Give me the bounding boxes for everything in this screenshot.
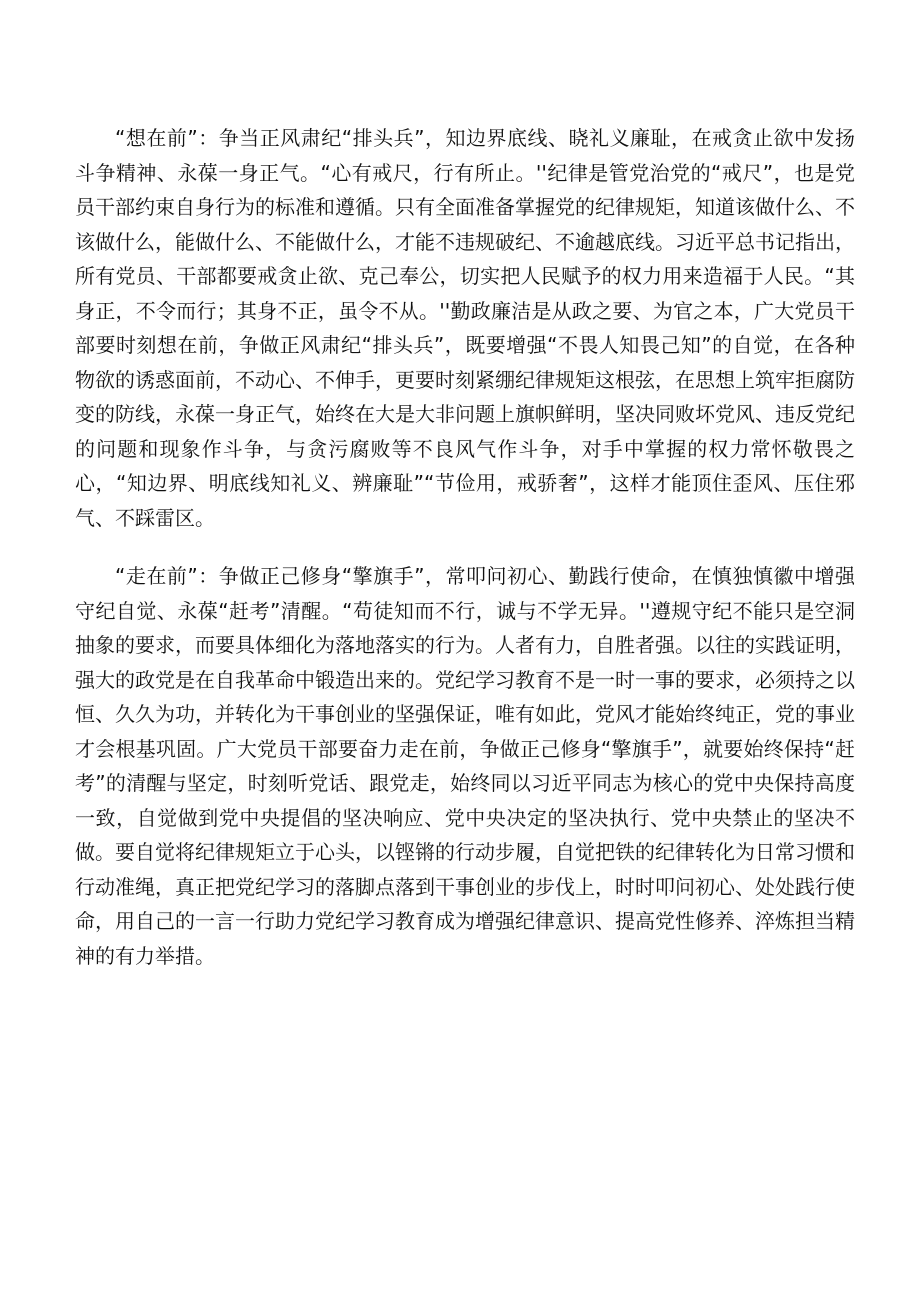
paragraph-think-ahead: “想在前”：争当正风肃纪“排头兵”，知边界底线、晓礼义廉耻，在戒贪止欲中发扬斗争精神、永葆一身正气。“心有戒尺，行有所止。''纪律是管党治党的“戒尺”，也是党员干部约束自身行为的标准和遵循。只有全面准备掌握党的纪律规矩，知道该做什么、不该做什么，能做什么、不能做什么，才能不违规破纪、不逾越底线。习近平总书记指出，所有党员、干部都要戒贪止欲、克己奉公，切实把人民赋予的权力用来造福于人民。“其身正，不令而行；其身不正，虽令不从。''勤政廉洁是从政之要、为官之本，广大党员干部要时刻想在前，争做正风肃纪“排头兵”，既要增强“不畏人知畏己知”的自觉，在各种物欲的诱惑面前，不动心、不伸手，更要时刻紧绷纪律规矩这根弦，在思想上筑牢拒腐防变的防线，永葆一身正气，始终在大是大非问题上旗帜鲜明，坚决同败坏党风、违反党纪的问题和现象作斗争，与贪污腐败等不良风气作斗争，对手中掌握的权力常怀敬畏之心，“知边界、明底线知礼义、辨廉耻”“节俭用，戒骄奢”，这样才能顶住歪风、压住邪气、不踩雷区。 <box>75 126 855 530</box>
document-page <box>75 121 855 997</box>
paragraph-walk-ahead: “走在前”：争做正己修身“擎旗手”，常叩问初心、勤践行使命，在慎独慎徽中增强守纪自觉、永葆“赶考”清醒。“苟徒知而不行，诚与不学无异。''遵规守纪不能只是空洞抽象的要求，而要具体细化为落地落实的行为。人者有力，自胜者强。以往的实践证明，强大的政党是在自我革命中锻造出来的。党纪学习教育不是一时一事的要求，必须持之以恒、久久为功，并转化为干事创业的坚强保证，唯有如此，党风才能始终纯正，党的事业才会根基巩固。广大党员干部要奋力走在前，争做正己修身“擎旗手”，就要始终保持“赶考”的清醒与坚定，时刻听党话、跟党走，始终同以习近平同志为核心的党中央保持高度一致，自觉做到党中央提倡的坚决响应、党中央决定的坚决执行、党中央禁止的坚决不做。要自觉将纪律规矩立于心头，以铿锵的行动步履，自觉把铁的纪律转化为日常习惯和行动准绳，真正把党纪学习的落脚点落到干事创业的步伐上，时时叩问初心、处处践行使命，用自己的一言一行助力党纪学习教育成为增强纪律意识、提高党性修养、淬炼担当精神的有力举措。 <box>75 564 855 968</box>
